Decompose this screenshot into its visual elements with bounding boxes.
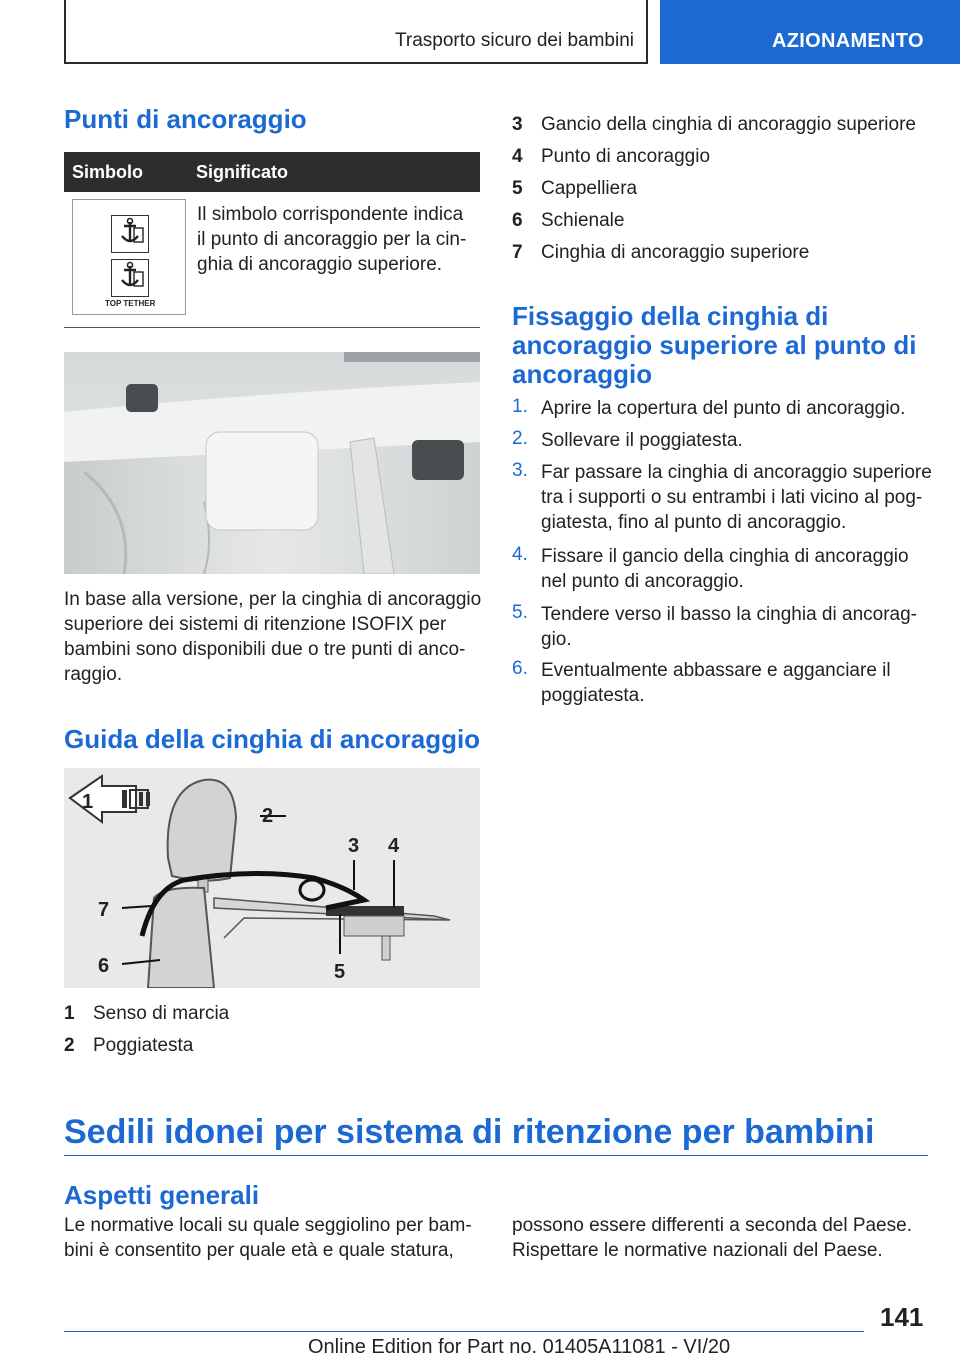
legend-item: 5 Cappelliera bbox=[512, 178, 638, 199]
symbol-table-header bbox=[64, 152, 480, 192]
diagram-label-3: 3 bbox=[348, 835, 360, 857]
seats-text-col1: Le normative locali su quale seggiolino per bam- bini è consentito per quale età e quale statura, bbox=[64, 1215, 472, 1261]
footer-edition: Online Edition for Part no. 01405A11081 - VI/20 bbox=[308, 1336, 731, 1358]
top-tether-icon bbox=[111, 259, 149, 297]
legend-item: 3 Gancio della cinghia di ancoraggio superiore bbox=[512, 114, 916, 135]
header-section-title: AZIONAMENTO bbox=[772, 30, 924, 52]
seats-heading-rule bbox=[64, 1155, 928, 1156]
header-chapter-box bbox=[64, 0, 648, 64]
diagram-label-6: 6 bbox=[98, 955, 110, 977]
legend-item: 1 Senso di marcia bbox=[64, 1003, 230, 1024]
diagram-label-1: 1 bbox=[82, 791, 94, 813]
legend-item: 2 Poggiatesta bbox=[64, 1035, 194, 1056]
table-header-symbol: Simbolo bbox=[72, 162, 143, 182]
step-item: 2. Sollevare il poggiatesta. bbox=[512, 428, 743, 451]
anchor-points-heading: Punti di ancoraggio bbox=[64, 104, 307, 134]
guide-heading: Guida della cinghia di ancoraggio bbox=[64, 724, 481, 754]
legend-item: 6 Schienale bbox=[512, 210, 625, 231]
symbol-meaning: Il simbolo corrispondente indica il punto di ancoraggio per la cin- ghia di ancoraggio superiore. bbox=[197, 204, 467, 275]
header-chapter-title: Trasporto sicuro dei bambini bbox=[394, 30, 634, 51]
step-item: 6. Eventualmente abbassare e agganciare il poggiatesta. bbox=[512, 658, 891, 706]
seats-text-col2: possono essere differenti a seconda del Paese. Rispettare le normative nazionali del Paese. bbox=[512, 1215, 912, 1261]
table-bottom-rule bbox=[64, 327, 480, 328]
footer-rule bbox=[64, 1331, 864, 1332]
diagram-label-7: 7 bbox=[98, 899, 110, 921]
rear-shelf-photo bbox=[64, 352, 480, 574]
diagram-label-5: 5 bbox=[334, 961, 346, 983]
fastening-heading: Fissaggio della cinghia di ancoraggio superiore al punto di ancoraggio bbox=[512, 301, 917, 389]
seats-subheading: Aspetti generali bbox=[64, 1180, 260, 1210]
legend-item: 7 Cinghia di ancoraggio superiore bbox=[512, 242, 810, 263]
legend-item: 4 Punto di ancoraggio bbox=[512, 146, 711, 167]
symbol-cell bbox=[72, 199, 186, 315]
page-number: 141 bbox=[880, 1302, 924, 1332]
anchor-points-description: In base alla versione, per la cinghia di ancoraggio superiore dei sistemi di ritenzione ISOFIX per bambini sono disponibili due o tre punti di anco- raggio. bbox=[64, 589, 482, 685]
seats-heading: Sedili idonei per sistema di ritenzione per bambini bbox=[64, 1113, 875, 1151]
step-item: 5. Tendere verso il basso la cinghia di ancorag- gio. bbox=[512, 602, 917, 650]
diagram-label-4: 4 bbox=[388, 835, 400, 857]
step-item: 3. Far passare la cinghia di ancoraggio superiore tra i supporti o su entrambi i lati vicino al pog- giatesta, fino al punto di ancoraggio. bbox=[512, 460, 932, 533]
top-tether-caption: TOP TETHER bbox=[105, 299, 156, 308]
tether-routing-diagram bbox=[64, 768, 480, 988]
table-header-meaning: Significato bbox=[196, 162, 289, 182]
step-item: 1. Aprire la copertura del punto di ancoraggio. bbox=[512, 396, 906, 419]
step-item: 4. Fissare il gancio della cinghia di ancoraggio nel punto di ancoraggio. bbox=[512, 544, 909, 592]
diagram-label-2: 2 bbox=[262, 805, 274, 827]
header-section-tab[interactable] bbox=[660, 0, 960, 64]
anchor-seat-icon bbox=[111, 215, 149, 253]
